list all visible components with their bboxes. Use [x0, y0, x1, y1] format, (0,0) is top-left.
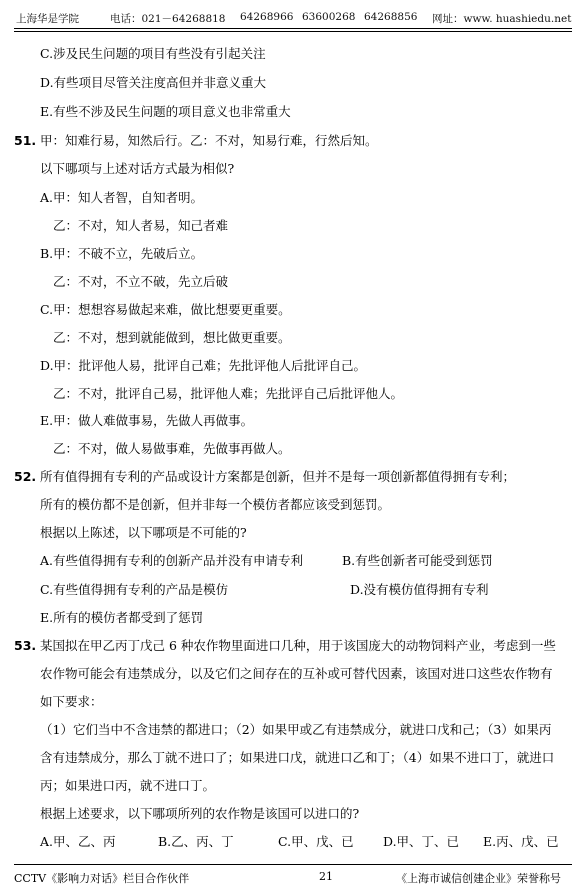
- question-53-req-2: 含有违禁成分，那么丁就不进口了；如果进口戊，就进口乙和丁；（4）如果不进口丁，就进口: [40, 750, 555, 765]
- q51-option-b-1: B.甲：不破不立，先破后立。: [40, 246, 204, 261]
- page-footer: [14, 868, 572, 886]
- footer-right: 《上海市诚信创建企业》荣誉称号: [396, 872, 561, 885]
- q51-option-c-1: C.甲：想想容易做起来难，做比想要更重要。: [40, 302, 291, 317]
- question-53-req-1: （1）它们当中不含违禁的都进口；（2）如果甲或乙有违禁成分，就进口戊和己；（3）如果丙: [40, 722, 552, 737]
- question-53-number: 53.: [14, 638, 37, 653]
- option-c: C.涉及民生问题的项目有些没有引起关注: [40, 46, 266, 61]
- q52-option-b: B.有些创新者可能受到惩罚: [342, 553, 493, 568]
- question-53-text-1: 某国拟在甲乙丙丁戊己 6 种农作物里面进口几种，用于该国庞大的动物饲料产业，考虑到一些: [40, 638, 556, 653]
- q53-option-e: E.丙、戊、已: [483, 834, 559, 849]
- header-phone-4: 64268856: [364, 11, 418, 23]
- header-website: 网址：www. huashiedu.net: [432, 13, 572, 25]
- q51-option-d-2: 乙：不对，批评自己易，批评他人难；先批评自己后批评他人。: [53, 386, 404, 401]
- q51-option-a-1: A.甲：知人者智，自知者明。: [40, 190, 204, 205]
- question-53-text-2: 农作物可能会有违禁成分，以及它们之间存在的互补或可替代因素，该国对进口这些农作物有: [40, 666, 553, 681]
- q53-option-a: A.甲、乙、丙: [40, 834, 116, 849]
- question-52-number: 52.: [14, 469, 37, 484]
- question-53-req-3: 丙；如果进口丙，就不进口丁。: [40, 778, 216, 793]
- footer-rule: [14, 864, 572, 865]
- q51-option-d-1: D.甲：批评他人易，批评自己难；先批评他人后批评自己。: [40, 358, 367, 373]
- page-number: 21: [319, 870, 333, 883]
- footer-left: CCTV《影响力对话》栏目合作伙伴: [14, 872, 190, 885]
- header-phone-2: 64268966: [240, 11, 294, 23]
- header-phone-3: 63600268: [302, 11, 356, 23]
- q51-option-e-1: E.甲：做人难做事易，先做人再做事。: [40, 413, 254, 428]
- q52-option-d: D.没有模仿值得拥有专利: [350, 582, 489, 597]
- question-51-text: 甲：知难行易，知然后行。乙：不对，知易行难，行然后知。: [40, 133, 378, 148]
- q53-option-c: C.甲、戊、已: [278, 834, 354, 849]
- q52-option-c: C.有些值得拥有专利的产品是模仿: [40, 582, 229, 597]
- q51-option-e-2: 乙：不对，做人易做事难，先做事再做人。: [53, 441, 291, 456]
- q53-option-d: D.甲、丁、已: [383, 834, 460, 849]
- question-52-text-1: 所有值得拥有专利的产品或设计方案都是创新，但并不是每一项创新都值得拥有专利；: [40, 469, 516, 484]
- q51-option-c-2: 乙：不对，想到就能做到，想比做更重要。: [53, 330, 291, 345]
- question-51-prompt: 以下哪项与上述对话方式最为相似?: [40, 161, 235, 176]
- question-53-prompt: 根据上述要求，以下哪项所列的农作物是该国可以进口的?: [40, 806, 360, 821]
- question-52-text-2: 所有的模仿都不是创新，但并非每一个模仿者都应该受到惩罚。: [40, 497, 391, 512]
- q53-option-b: B.乙、丙、丁: [158, 834, 234, 849]
- option-e: E.有些不涉及民生问题的项目意义也非常重大: [40, 104, 291, 119]
- q52-option-e: E.所有的模仿者都受到了惩罚: [40, 610, 204, 625]
- option-d: D.有些项目尽管关注度高但并非意义重大: [40, 75, 267, 90]
- question-53-text-3: 如下要求：: [40, 694, 103, 709]
- q52-option-a: A.有些值得拥有专利的创新产品并没有申请专利: [40, 553, 304, 568]
- question-52-prompt: 根据以上陈述，以下哪项是不可能的?: [40, 525, 247, 540]
- header-school: 上海华是学院: [16, 13, 79, 25]
- q51-option-b-2: 乙：不对，不立不破，先立后破: [53, 274, 229, 289]
- header-phone: 电话：021－64268818: [110, 13, 226, 25]
- q51-option-a-2: 乙：不对，知人者易，知己者难: [53, 218, 229, 233]
- question-51-number: 51.: [14, 133, 37, 148]
